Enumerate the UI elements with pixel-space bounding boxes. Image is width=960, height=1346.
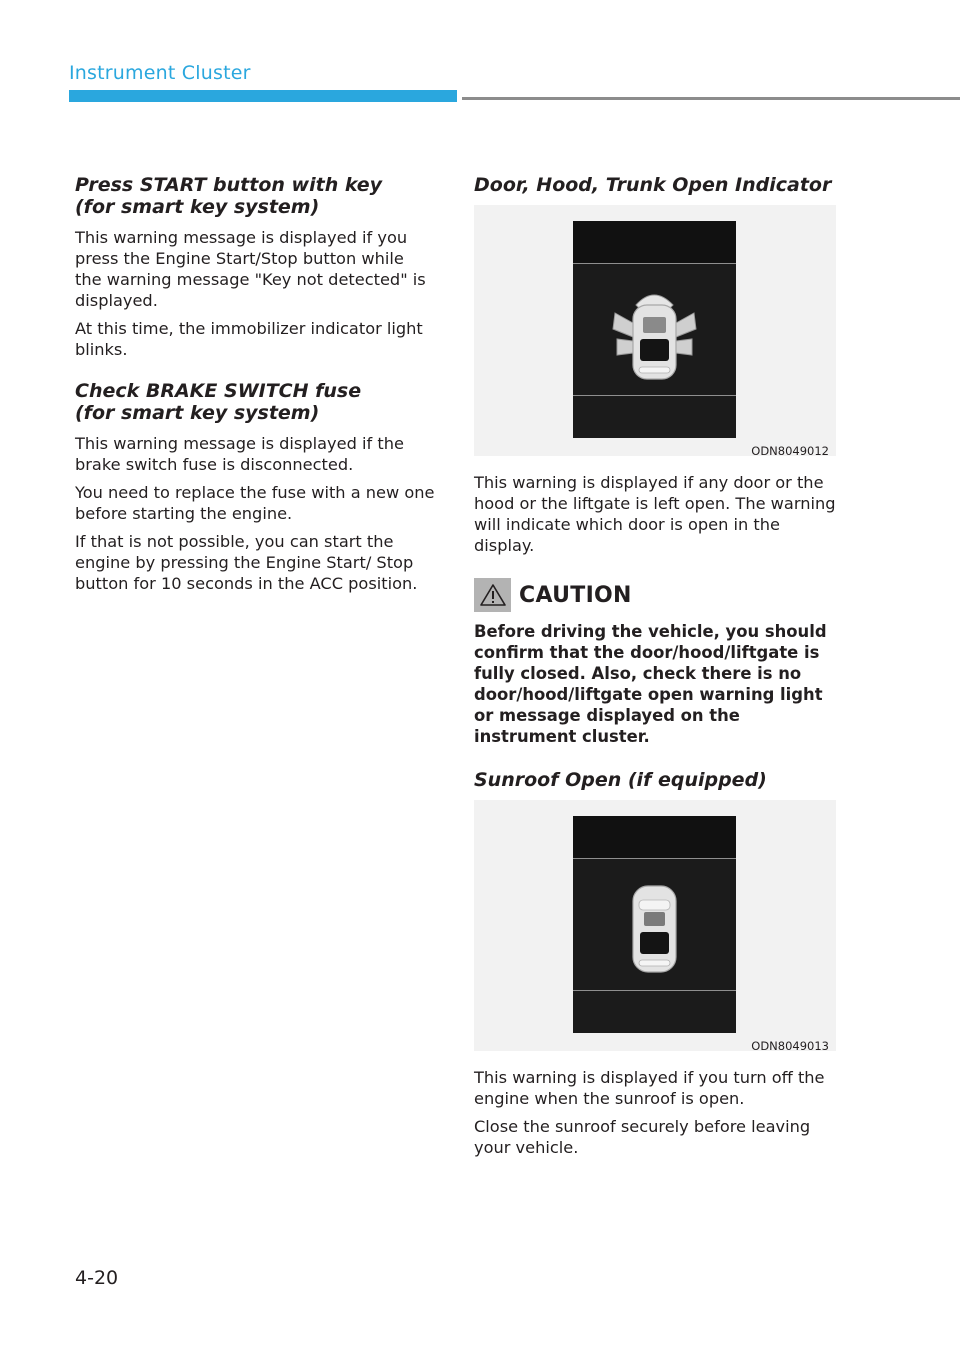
paragraph: If that is not possible, you can start the engine by pressing the Engine Start/ Stop button for 10 seconds in the ACC position.: [75, 532, 418, 593]
page-header-title: Instrument Cluster: [69, 62, 251, 84]
figure-code: ODN8049013: [751, 1039, 829, 1053]
car-sunroof-open-icon: [603, 878, 706, 978]
caution-header: [474, 578, 836, 612]
caution-body: Before driving the vehicle, you should confirm that the door/hood/liftgate is fully closed. Also, check there is no door/hood/liftgate open warning light or message displayed on the instrument cluster.: [474, 622, 827, 746]
car-doors-open-icon: [603, 283, 706, 383]
caution-title: CAUTION: [519, 582, 632, 608]
paragraph: This warning is displayed if any door or the hood or the liftgate is left open. The warning will indicate which door is open in the display.: [474, 473, 836, 555]
warning-triangle-icon: [474, 578, 511, 612]
section-heading-door-open: Door, Hood, Trunk Open Indicator: [474, 174, 832, 196]
page-number: 4-20: [75, 1267, 119, 1289]
cluster-display: [573, 816, 736, 1033]
section-heading-sunroof-open: Sunroof Open (if equipped): [474, 769, 767, 791]
header-divider: [462, 97, 960, 100]
figure-door-open: [474, 205, 836, 456]
header-accent-bar: [69, 90, 457, 102]
paragraph: At this time, the immobilizer indicator light blinks.: [75, 319, 423, 359]
paragraph: Close the sunroof securely before leaving your vehicle.: [474, 1117, 811, 1157]
figure-sunroof-open: [474, 800, 836, 1051]
left-column: [75, 174, 435, 594]
paragraph: This warning message is displayed if the brake switch fuse is disconnected.: [75, 434, 404, 474]
cluster-display: [573, 221, 736, 438]
section-heading-brake-switch: Check BRAKE SWITCH fuse (for smart key system): [75, 380, 362, 424]
section-heading-press-start: Press START button with key (for smart key system): [75, 174, 383, 218]
figure-code: ODN8049012: [751, 444, 829, 458]
right-column: [474, 174, 836, 1158]
paragraph: You need to replace the fuse with a new one before starting the engine.: [75, 483, 435, 523]
paragraph: This warning message is displayed if you press the Engine Start/Stop button while the warning message "Key not detected" is displayed.: [75, 228, 426, 310]
paragraph: This warning is displayed if you turn off the engine when the sunroof is open.: [474, 1068, 825, 1108]
